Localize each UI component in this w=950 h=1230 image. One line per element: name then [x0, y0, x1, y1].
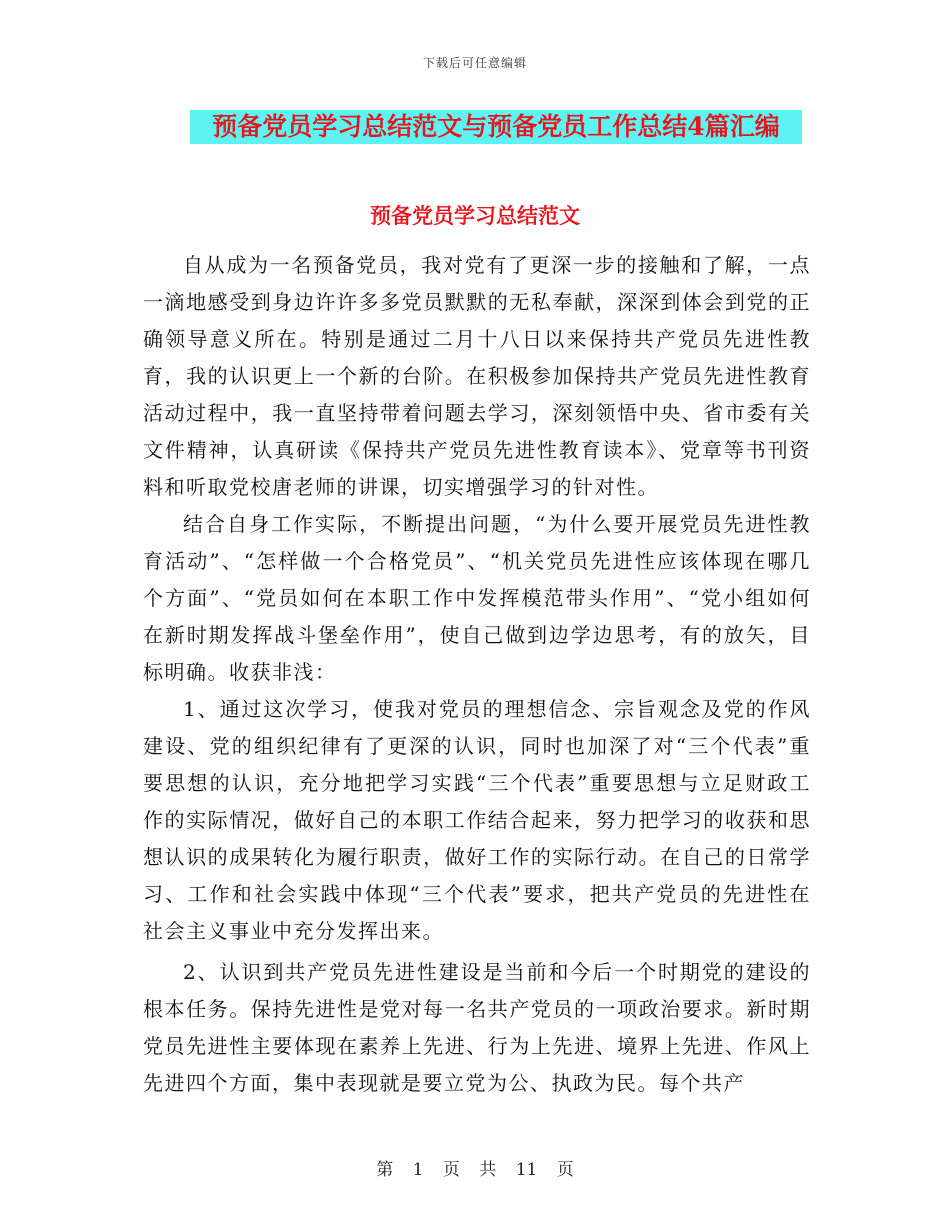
paragraph-1: 自从成为一名预备党员，我对党有了更深一步的接触和了解，一点一滴地感受到身边许许多多党员默默的无私奉献，深深到体会到党的正确领导意义所在。特别是通过二月十八日以来保持共产党员先进性教育，我的认识更上一个新的台阶。在积极参加保持共产党员先进性教育活动过程中，我一直坚持带着问题去学习，深刻领悟中央、省市委有关文件精神，认真研读《保持共产党员先进性教育读本》、党章等书刊资料和听取党校唐老师的讲课，切实增强学习的针对性。 — [143, 253, 811, 499]
footer-page-label: 第 — [376, 1160, 394, 1180]
footer-page-number: 1 — [412, 1160, 424, 1180]
header-note: 下载后可任意编辑 — [422, 56, 527, 70]
footer-total-label: 共 — [479, 1160, 497, 1180]
paragraph-3: 1、通过这次学习，使我对党员的理想信念、宗旨观念及党的作风建设、党的组织纪律有了更深的认识，同时也加深了对“三个代表”重要思想的认识，充分地把学习实践“三个代表”重要思想与立足财政工作的实际情况，做好自己的本职工作结合起来，努力把学习的收获和思想认识的成果转化为履行职责，做好工作的实际行动。在自己的日常学习、工作和社会实践中体现“三个代表”要求，把共产党员的先进性在社会主义事业中充分发挥出来。 — [143, 697, 811, 943]
footer-total-unit: 页 — [556, 1160, 574, 1180]
section-title: 预备党员学习总结范文 — [370, 203, 580, 228]
document-body — [143, 247, 811, 1102]
paragraph-2: 结合自身工作实际，不断提出问题，“为什么要开展党员先进性教育活动”、“怎样做一个合格党员”、“机关党员先进性应该体现在哪几个方面”、“党员如何在本职工作中发挥模范带头作用”、“党小组如何在新时期发挥战斗堡垒作用”，使自己做到边学边思考，有的放矢，目标明确。收获非浅： — [143, 512, 811, 684]
document-title: 预备党员学习总结范文与预备党员工作总结4篇汇编 — [190, 110, 802, 144]
paragraph-4: 2、认识到共产党员先进性建设是当前和今后一个时期党的建设的根本任务。保持先进性是党对每一名共产党员的一项政治要求。新时期党员先进性主要体现在素养上先进、行为上先进、境界上先进、作风上先进四个方面，集中表现就是要立党为公、执政为民。每个共产 — [143, 960, 811, 1095]
footer-page-unit: 页 — [442, 1160, 460, 1180]
page-footer — [0, 1155, 950, 1180]
footer-total-pages: 11 — [515, 1160, 538, 1180]
